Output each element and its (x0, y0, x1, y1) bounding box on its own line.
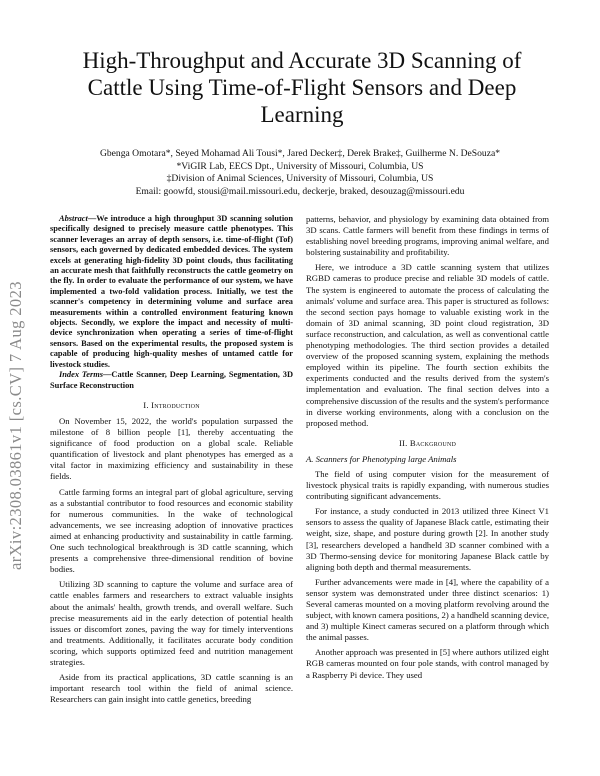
right-column (306, 214, 549, 681)
author-list: Gbenga Omotara*, Seyed Mohamad Ali Tousi*, Jared Decker‡, Derek Brake‡, Guilherme N. DeSouza* (99, 148, 501, 159)
index-terms-text: Cattle Scanner, Deep Learning, Segmentation, 3D Surface Reconstruction (50, 370, 294, 390)
background-paragraph-1: The field of using computer vision for the measurement of livestock physical traits is rapidly expanding, with numerous studies contributing significant advancements. (306, 468, 549, 502)
background-paragraph-3: Further advancements were made in [4], where the capability of a sensor system was demonstrated under three distinct scenarios: 1) Several cameras mounted on a moving platform revolving around the subject, with known camera positions, 2) a handheld scanning device, and 3) multiple Kinect cameras secured on a platform through which the animal passes. (306, 576, 549, 643)
intro-paragraph-5: Here, we introduce a 3D cattle scanning system that utilizes RGBD cameras to produce precise and reliable 3D models of cattle. The system is engineered to automate the process of calculating the animals' volume and surface area. This paper is structured as follows: the second section pays homage to valuable existing work in the domain of 3D animal scanning, 3D point cloud registration, 3D surface reconstruction, and calculation, as well as conventional cattle phenotyping methodologies. The third section provides a detailed overview of the proposed scanning system, explaining the methods employed within its pipeline. The fourth section exhibits the experiments conducted and the results derived from the system's implementation and evaluation. The final section delves into a comprehensive discussion of the results and the system's performance in diverse working environments, along with a conclusion on the proposed method. (306, 262, 549, 428)
author-block (40, 148, 560, 198)
author-emails: Email: goowfd, stousi@mail.missouri.edu, deckerje, braked, desouzag@missouri.edu (135, 185, 465, 197)
background-paragraph-4: Another approach was presented in [5] where authors utilized eight RGB cameras mounted on four pole stands, with control managed by a Raspberry Pi device. They used (306, 647, 549, 680)
intro-continued-paragraph: patterns, behavior, and physiology by examining data obtained from 3D scans. Cattle farmers will benefit from these findings in terms of establishing novel breeding programs, improving animal welfare, and bolstering sustainability and profitability. (306, 214, 549, 258)
subsection-heading-scanners: A. Scanners for Phenotyping large Animals (306, 453, 457, 464)
paper-title: High-Throughput and Accurate 3D Scanning of Cattle Using Time-of-Flight Sensors and Deep Learning (82, 48, 522, 127)
index-terms (50, 370, 293, 391)
intro-paragraph-1: On November 15, 2022, the world's population surpassed the milestone of 8 billion people [1], thereby accentuating the significance of food production on a global scale. Reliable quantification of livestock and plant phenotypes has emerged as a vital factor in maximizing efficiency and sustainability in these fields. (50, 416, 293, 482)
background-paragraph-2: For instance, a study conducted in 2013 utilized three Kinect V1 sensors to assess the quality of Japanese Black cattle, estimating their weight, size, shape, and posture during growth [2]. In another study [3], researchers developed a handheld 3D scanner combined with a 3D Thermo-sensing device for monitoring Japanese Black cattle by aligning both depth and thermal measurements. (306, 506, 549, 572)
index-terms-label: Index Terms— (59, 370, 112, 380)
arxiv-identifier[interactable]: arXiv:2308.03861v1 [cs.CV] 7 Aug 2023 (6, 281, 25, 570)
abstract-label: Abstract— (59, 214, 97, 223)
left-column (50, 214, 293, 705)
section-heading-background: II. Background (398, 437, 457, 448)
abstract (50, 214, 293, 370)
abstract-text: We introduce a high throughput 3D scanning solution specifically designed to precisely measure cattle phenotypes. This scanner leverages an array of depth sensors, i.e. time-of-flight (Tof) sensors, each governed by dedicated embedded devices. The system excels at generating high-fidelity 3D point clouds, thus facilitating an accurate mesh that faithfully reconstructs the cattle geometry on the fly. In order to evaluate the performance of our system, we have implemented a two-fold validation process. Initially, we test the scanner's competency in determining volume and surface area measurements within a controlled environment featuring known objects. Secondly, we explore the impact and necessity of multi-device synchronization when operating a series of time-of-flight sensors. Based on the experimental results, the proposed system is capable of producing high-quality meshes of untamed cattle for livestock studies. (50, 214, 293, 369)
intro-paragraph-2: Cattle farming forms an integral part of global agriculture, serving as a substantial contributor to food resources and economic stability for numerous communities. In the wake of technological advancements, we see increasing adoption of innovative practices aimed at enhancing productivity and sustainability in cattle farming. One such technological breakthrough is 3D cattle scanning, which presents a comprehensive three-dimensional rendition of bovine bodies. (50, 486, 293, 575)
intro-paragraph-4: Aside from its practical applications, 3D cattle scanning is an important research tool within the field of animal science. Researchers can gain insight into cattle genetics, breeding (50, 672, 293, 705)
affiliation-animal-sciences: ‡Division of Animal Sciences, University of Missouri, Columbia, US (166, 173, 434, 184)
affiliation-vigir: *ViGIR Lab, EECS Dpt., University of Missouri, Columbia, US (176, 160, 424, 172)
section-heading-introduction: I. Introduction (143, 399, 200, 410)
intro-paragraph-3: Utilizing 3D scanning to capture the volume and surface area of cattle enables farmers and researchers to extract valuable insights about the animals' health, growth trends, and overall welfare. Such precise measurements aid in the early detection of potential health issues or discomfort zones, paving the way for timely interventions and treatments. Additionally, it facilitates accurate body condition scoring, which supports optimized feed and nutrition management strategies. (50, 579, 293, 667)
